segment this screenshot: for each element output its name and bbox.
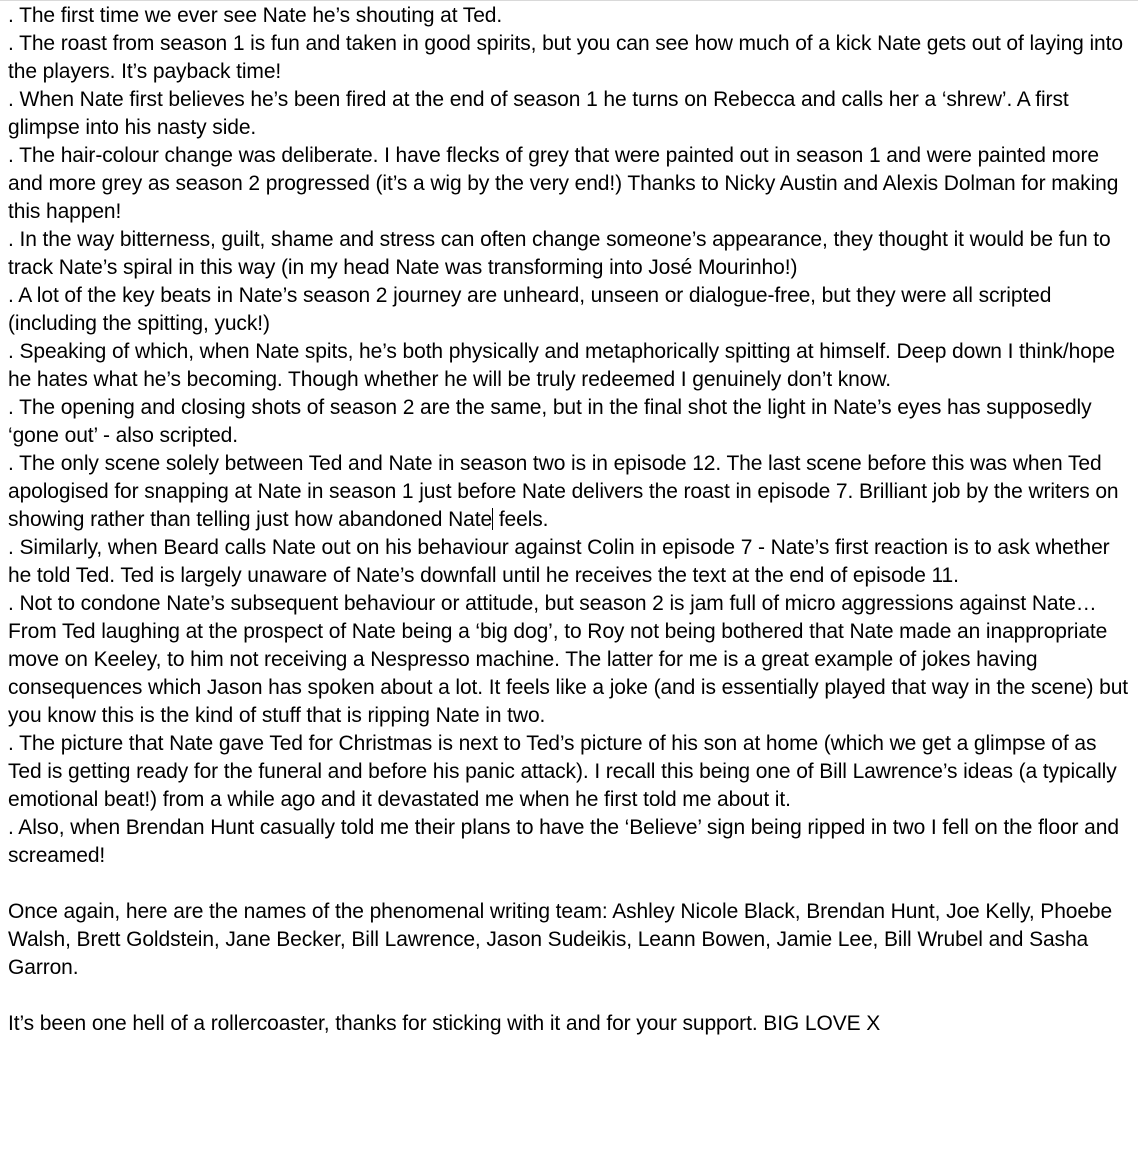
bullet-12: . The picture that Nate gave Ted for Christmas is next to Ted’s picture of his son at home (which we get a glimpse of as Ted is getting ready for the funeral and before his panic attack). I recall this being one of Bill Lawrence’s ideas (a typically emotional beat!) from a while ago and it devastated me when he first told me about it. <box>8 732 1117 811</box>
bullet-7: . Speaking of which, when Nate spits, he’s both physically and metaphorically spitting at himself. Deep down I think/hope he hates what he’s becoming. Though whether he will be truly redeemed I genuinely don’t know. <box>8 340 1115 391</box>
bullet-11: . Not to condone Nate’s subsequent behaviour or attitude, but season 2 is jam full of micro aggressions against Nate… From Ted laughing at the prospect of Nate being a ‘big dog’, to Roy not being bothered that Nate made an inappropriate move on Keeley, to him not receiving a Nespresso machine. The latter for me is a great example of jokes having consequences which Jason has spoken about a lot. It feels like a joke (and is essentially played that way in the scene) but you know this is the kind of stuff that is ripping Nate in two. <box>8 592 1129 727</box>
bullet-3: . When Nate first believes he’s been fired at the end of season 1 he turns on Rebecca and calls her a ‘shrew’. A first glimpse into his nasty side. <box>8 88 1069 139</box>
bullet-5: . In the way bitterness, guilt, shame and stress can often change someone’s appearance, they thought it would be fun to track Nate’s spiral in this way (in my head Nate was transforming into José Mourinho!) <box>8 228 1111 279</box>
bullet-2: . The roast from season 1 is fun and taken in good spirits, but you can see how much of a kick Nate gets out of laying into the players. It’s payback time! <box>8 32 1123 83</box>
bullet-1: . The first time we ever see Nate he’s shouting at Ted. <box>8 4 503 27</box>
blank-line <box>8 870 1134 898</box>
bullet-8: . The opening and closing shots of season 2 are the same, but in the final shot the light in Nate’s eyes has supposedly ‘gone out’ - also scripted. <box>8 396 1092 447</box>
closing-paragraph: It’s been one hell of a rollercoaster, thanks for sticking with it and for your support. BIG LOVE X <box>8 1012 881 1035</box>
bullet-13: . Also, when Brendan Hunt casually told me their plans to have the ‘Believe’ sign being ripped in two I fell on the floor and screamed! <box>8 816 1119 867</box>
bullet-6: . A lot of the key beats in Nate’s season 2 journey are unheard, unseen or dialogue-free, but they were all scripted (including the spitting, yuck!) <box>8 284 1052 335</box>
bullet-9-tail: feels. <box>493 508 549 531</box>
top-border <box>0 0 1138 1</box>
bullet-9-text: . The only scene solely between Ted and Nate in season two is in episode 12. The last scene before this was when Ted apologised for snapping at Nate in season 1 just before Nate delivers the roast in episode 7. Brilliant job by the writers on showing rather than telling just how abandoned Nate <box>8 452 1119 531</box>
bullet-4: . The hair-colour change was deliberate. I have flecks of grey that were painted out in season 1 and were painted more and more grey as season 2 progressed (it’s a wig by the very end!) Thanks to Nicky Austin and Alexis Dolman for making this happen! <box>8 144 1119 223</box>
writers-paragraph: Once again, here are the names of the phenomenal writing team: Ashley Nicole Black, Brendan Hunt, Joe Kelly, Phoebe Walsh, Brett Goldstein, Jane Becker, Bill Lawrence, Jason Sudeikis, Leann Bowen, Jamie Lee, Bill Wrubel and Sasha Garron. <box>8 900 1113 979</box>
bullet-10: . Similarly, when Beard calls Nate out on his behaviour against Colin in episode 7 - Nate’s first reaction is to ask whether he told Ted. Ted is largely unaware of Nate’s downfall until he receives the text at the end of episode 11. <box>8 536 1110 587</box>
bullet-9 <box>8 450 1134 534</box>
blank-line <box>8 982 1134 1010</box>
text-document[interactable] <box>8 2 1134 1038</box>
